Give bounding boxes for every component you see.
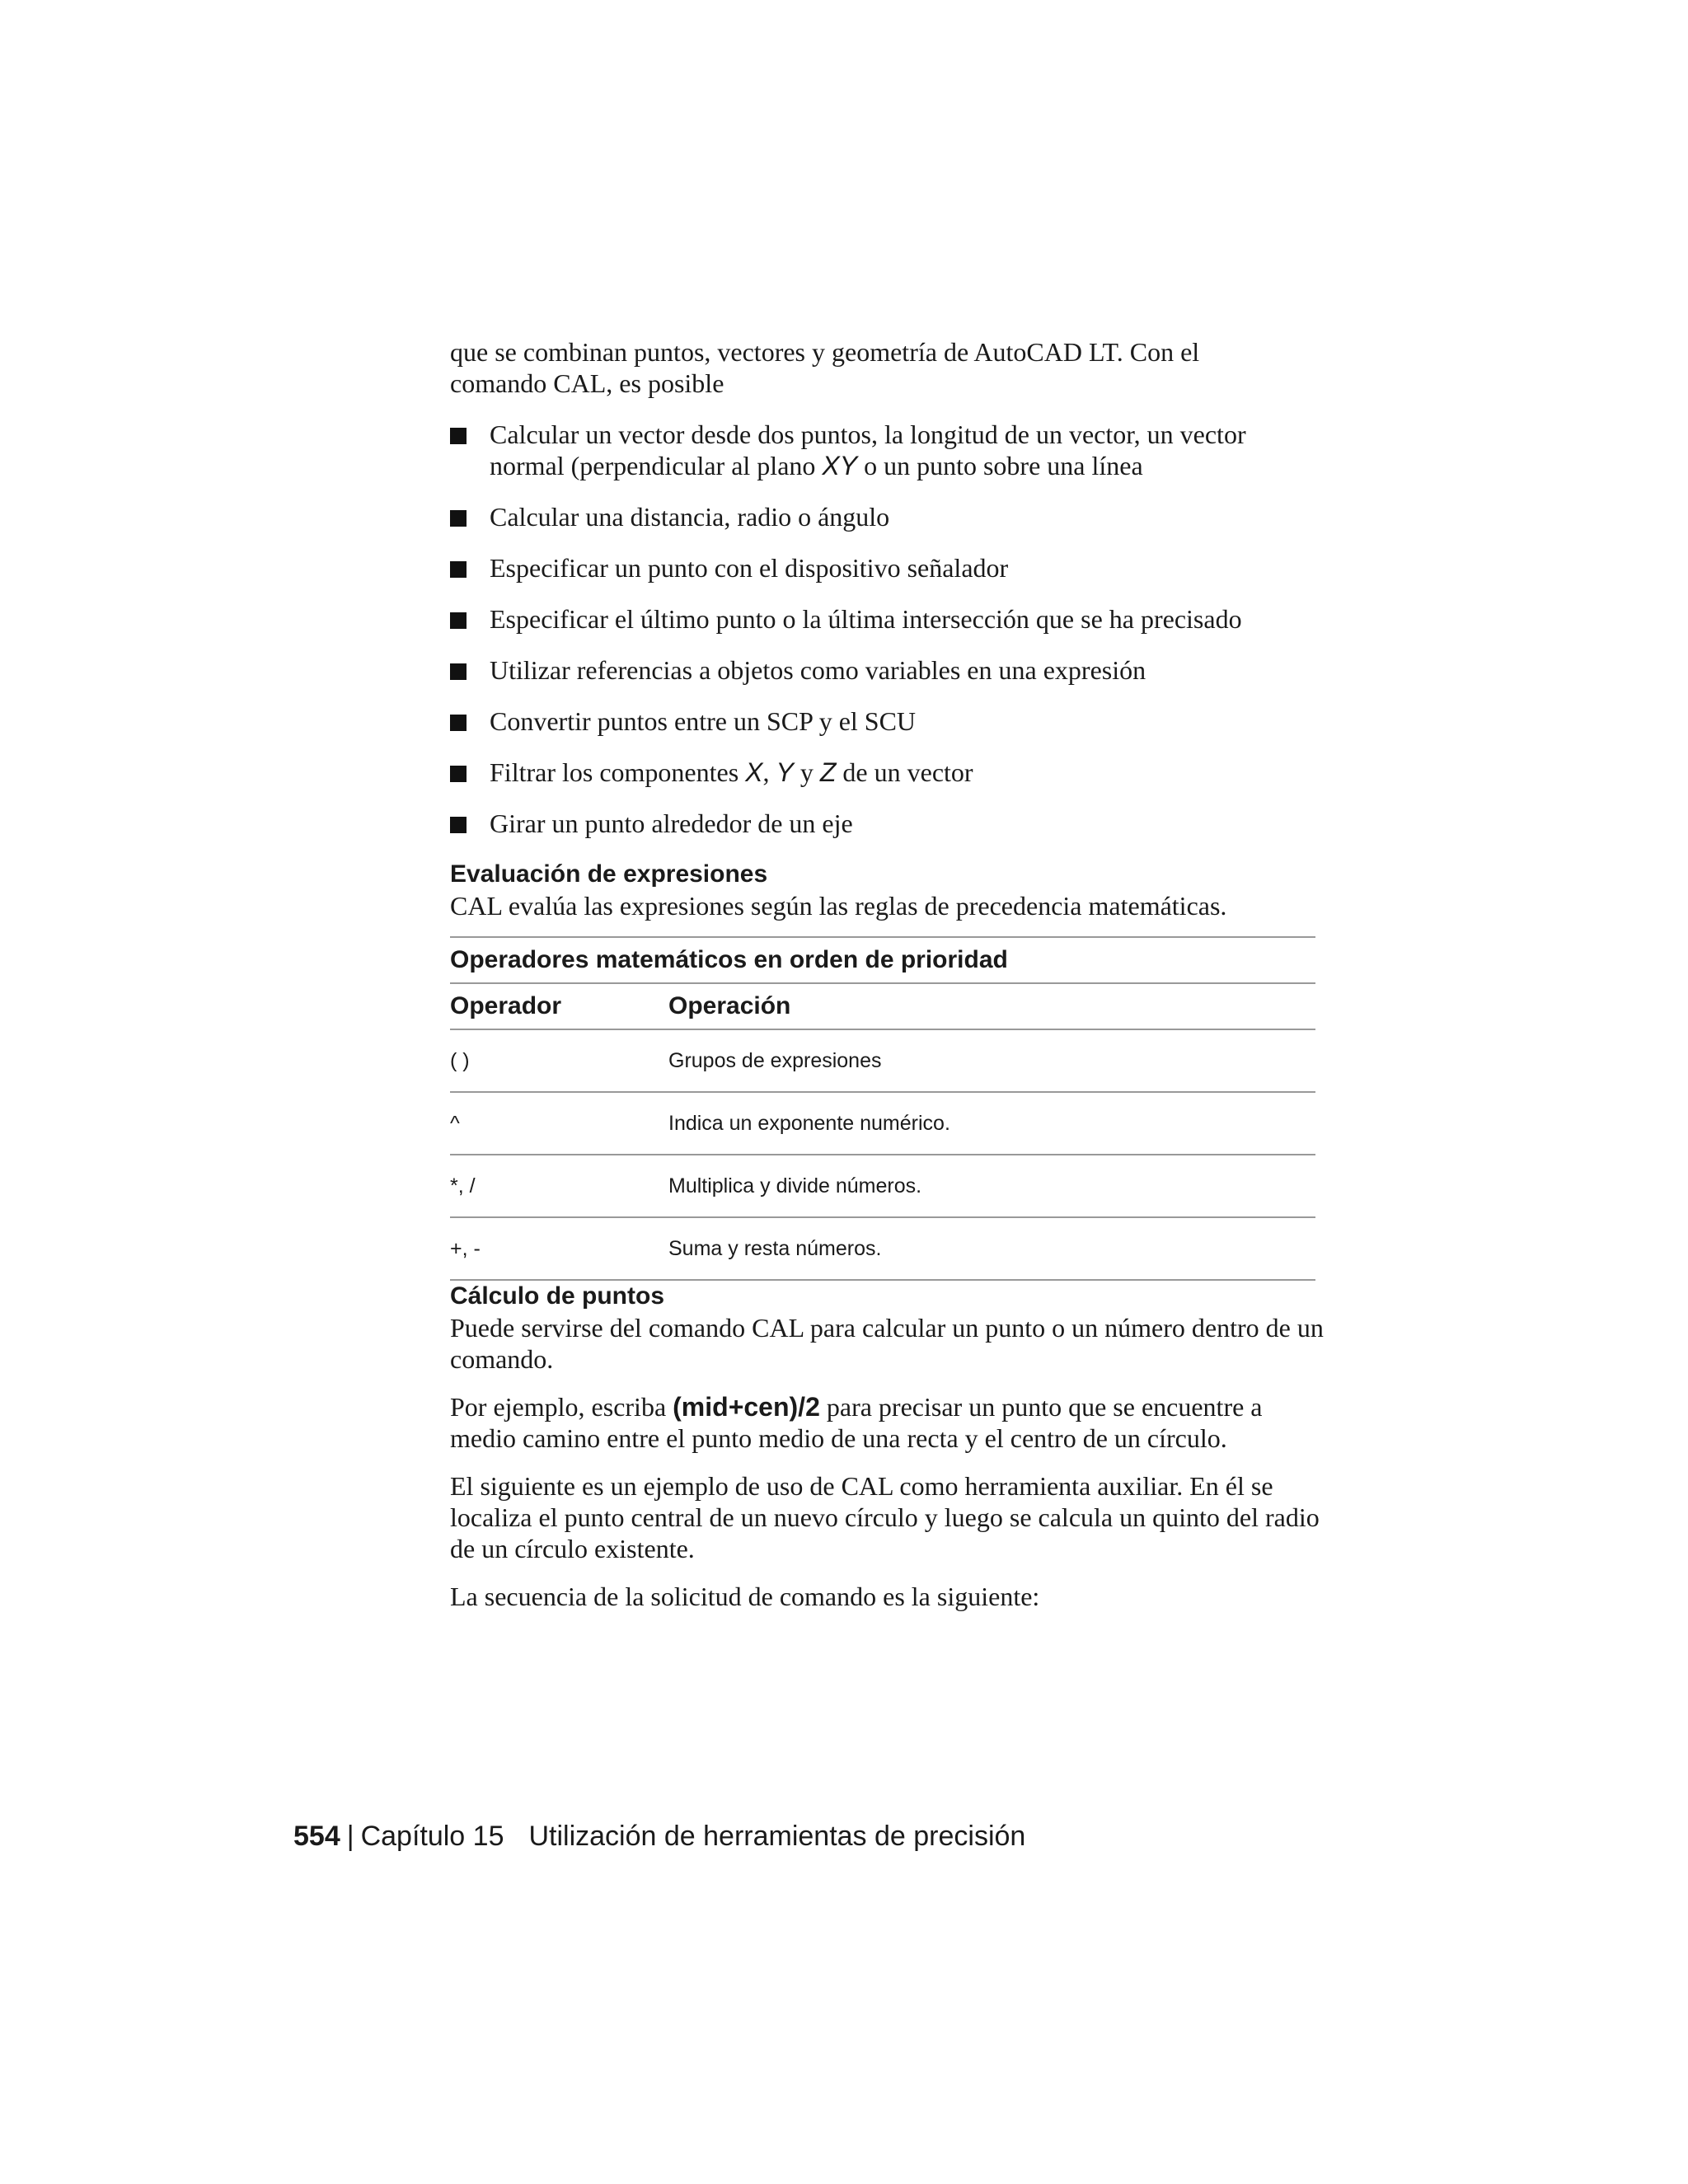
intro-paragraph [450,336,1324,399]
operators-table [450,936,1315,1281]
square-bullet-icon [450,428,467,444]
column-header-operation: Operación [668,983,1315,1029]
table-row [450,1155,1315,1217]
evaluation-text: CAL evalúa las expresiones según las reglas de precedencia matemáticas. [450,891,1227,921]
square-bullet-icon [450,715,467,731]
square-bullet-icon [450,663,467,680]
operator-cell: ^ [450,1092,668,1155]
square-bullet-icon [450,561,467,578]
square-bullet-icon [450,510,467,527]
evaluation-heading: Evaluación de expresiones [450,860,768,888]
calc-paragraph-2: Por ejemplo, escriba (mid+cen)/2 para precisar un punto que se encuentre a medio camino entre el punto medio de una recta y el centro de un círculo. [450,1392,1263,1453]
list-item: Calcular una distancia, radio o ángulo [450,501,1324,532]
table-row [450,1029,1315,1092]
square-bullet-icon [450,612,467,629]
operator-cell: *, / [450,1155,668,1217]
calc-heading: Cálculo de puntos [450,1282,665,1310]
example-expression: (mid+cen)/2 [673,1392,820,1422]
operation-cell: Multiplica y divide números. [668,1155,1315,1217]
intro-line-1: que se combinan puntos, vectores y geometría de AutoCAD LT. Con el [450,337,1200,367]
list-item: Convertir puntos entre un SCP y el SCU [450,705,1324,737]
operation-cell: Suma y resta números. [668,1217,1315,1280]
square-bullet-icon [450,817,467,833]
operator-cell: +, - [450,1217,668,1280]
list-item: Especificar el último punto o la última intersección que se ha precisado [450,603,1324,635]
column-header-operator: Operador [450,983,668,1029]
calc-paragraph-3: El siguiente es un ejemplo de uso de CAL como herramienta auxiliar. En él se localiza el punto central de un nuevo círculo y luego se calcula un quinto del radio de un círculo existente. [450,1471,1320,1563]
table-title: Operadores matemáticos en orden de prioridad [450,937,1315,983]
chapter-label: Capítulo 15 [360,1821,504,1852]
intro-line-2: comando CAL, es posible [450,368,724,398]
page-footer [293,1820,1025,1853]
table-row [450,1217,1315,1280]
list-item: Filtrar los componentes X, Y y Z de un vector [450,757,1324,788]
capabilities-list [450,419,1324,839]
calc-paragraph-4: La secuencia de la solicitud de comando es la siguiente: [450,1582,1040,1611]
list-item: Especificar un punto con el dispositivo señalador [450,552,1324,583]
list-item: Utilizar referencias a objetos como variables en una expresión [450,654,1324,686]
list-item: Girar un punto alrededor de un eje [450,808,1324,839]
operation-cell: Indica un exponente numérico. [668,1092,1315,1155]
calc-paragraph-1: Puede servirse del comando CAL para calcular un punto o un número dentro de un comando. [450,1313,1324,1374]
footer-separator: | [346,1821,354,1852]
table-row [450,1092,1315,1155]
page-number: 554 [293,1821,340,1852]
page-content [450,336,1324,1629]
operator-cell: ( ) [450,1029,668,1092]
list-item: Calcular un vector desde dos puntos, la longitud de un vector, un vector normal (perpendicular al plano XY o un punto sobre una línea [450,419,1324,481]
chapter-title: Utilización de herramientas de precisión [528,1821,1026,1852]
square-bullet-icon [450,766,467,782]
operation-cell: Grupos de expresiones [668,1029,1315,1092]
